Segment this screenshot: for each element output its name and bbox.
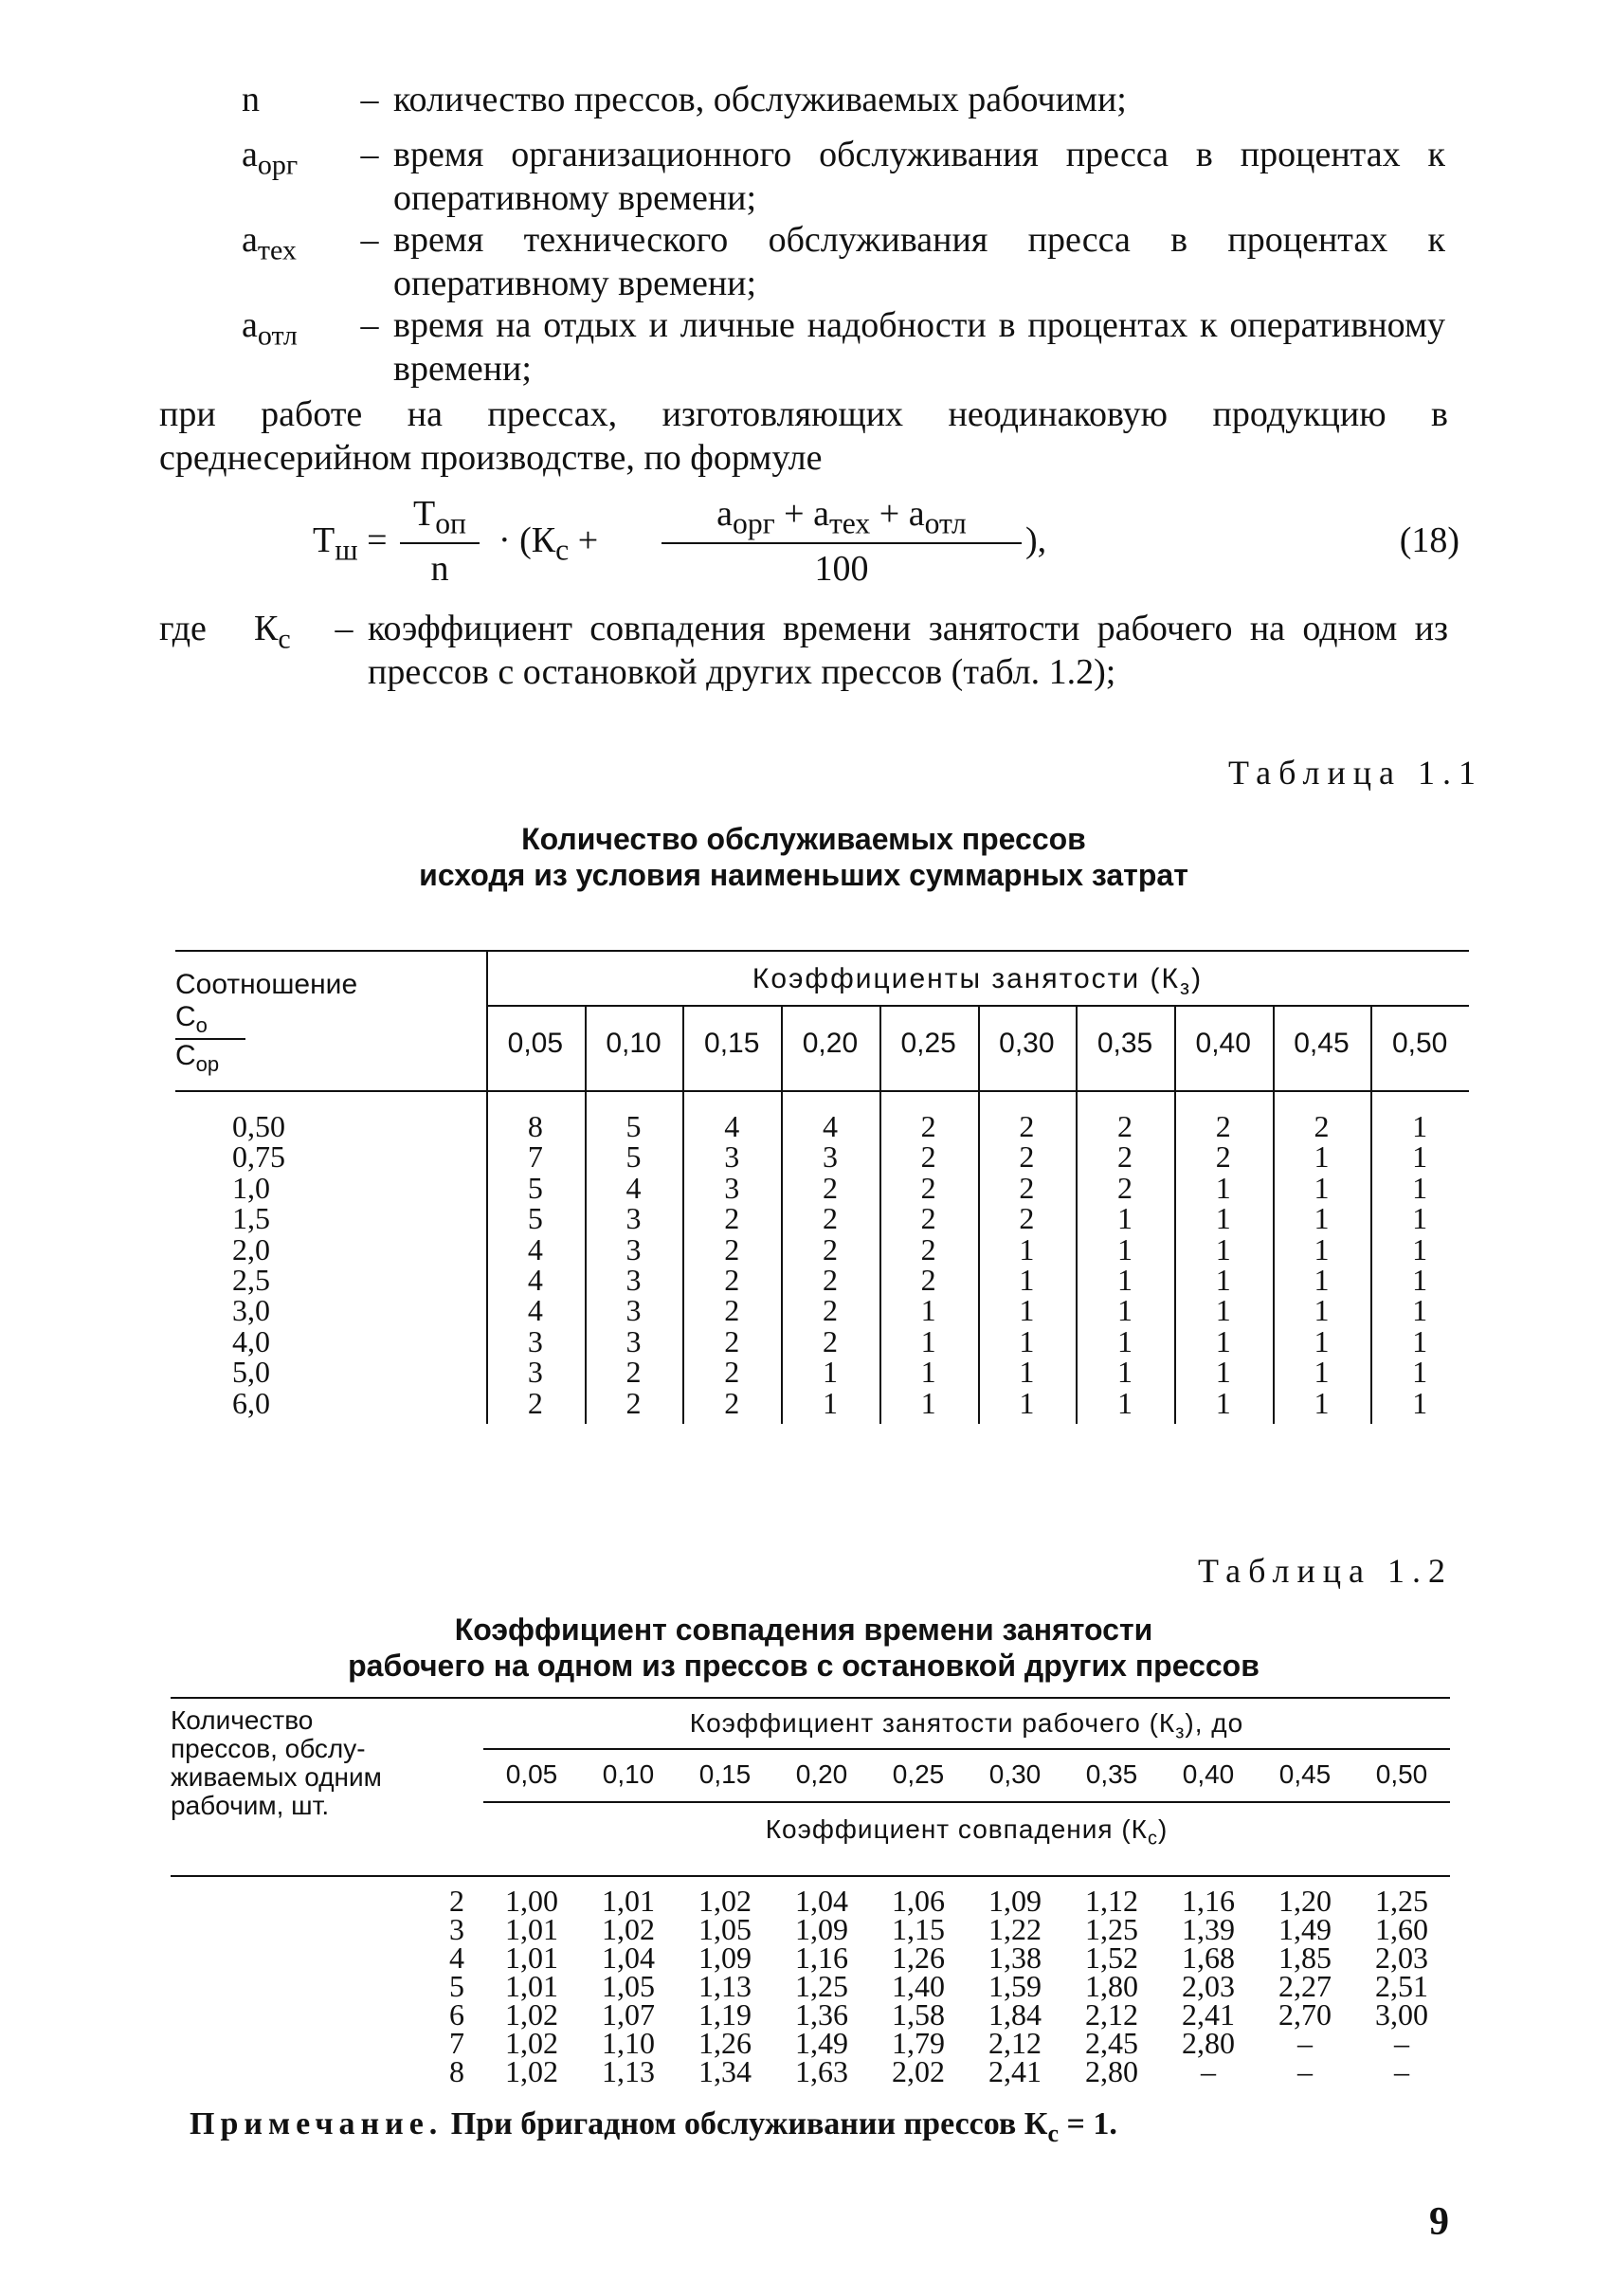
definition-item (242, 133, 1445, 220)
table1-cell: 1 (920, 1355, 936, 1390)
table1-cell: 2 (920, 1109, 936, 1143)
table2-cell: 1,01 (505, 1912, 558, 1946)
table1-cell: 1 (1117, 1323, 1133, 1358)
table1-cell: 1 (1314, 1231, 1330, 1266)
table1-cell: 2 (920, 1231, 936, 1266)
where-definition (159, 607, 1448, 694)
table2-cell: 1,09 (698, 1941, 752, 1975)
table1-cell: 2 (1019, 1170, 1035, 1205)
table2-cell: 1,02 (505, 2054, 558, 2088)
table1-col-header: 0,50 (1391, 1028, 1448, 1059)
table1-title-line1: Количество обслуживаемых прессов (521, 822, 1086, 856)
table1-cell: 2 (724, 1263, 740, 1297)
table1-col-header: 0,10 (606, 1028, 662, 1059)
table1-group-header: Коэффициенты занятости $(К_з)$ (752, 963, 1204, 999)
table2-cell: 1,02 (505, 2026, 558, 2060)
table1-cell: 2 (1215, 1139, 1231, 1175)
table2-cell: 2,41 (1182, 1997, 1235, 2032)
table1-cell: 3 (625, 1231, 642, 1266)
definition-item (242, 78, 1445, 133)
table2-cell: 1,05 (698, 1912, 752, 1946)
table1-cell: 1 (1314, 1355, 1330, 1390)
table2 (171, 1697, 1450, 2095)
table1-cell: 1 (1117, 1231, 1133, 1266)
definition-text: время технического обслуживания пресса в процентах к оперативному времени; (393, 220, 1445, 303)
table1-col-header: 0,30 (999, 1028, 1055, 1059)
table2-cell: 1,16 (795, 1941, 848, 1975)
table1-cell: 1 (1314, 1385, 1330, 1420)
table2-title (159, 1612, 1448, 1684)
table2-cell: 1,05 (602, 1969, 655, 2003)
table1-cell: 1 (1215, 1170, 1231, 1205)
table1-cell: 1 (1314, 1139, 1330, 1175)
table1-cell: 1 (1019, 1263, 1035, 1297)
table1-cell: 2 (920, 1201, 936, 1236)
table1-col-header: 0,35 (1096, 1028, 1153, 1059)
table1-cell: 3 (625, 1293, 642, 1328)
table1-row-label: 4,0 (232, 1323, 270, 1358)
table2-cell: 1,38 (988, 1941, 1042, 1975)
table1-cell: 1 (920, 1293, 936, 1328)
table1-number: Таблица 1.1 (1228, 754, 1483, 792)
where-symbol: $К_с$ (254, 609, 291, 655)
table2-cell: 1,16 (1182, 1884, 1235, 1918)
table2-cell: 2,03 (1182, 1969, 1235, 2003)
table2-cell: 1,04 (602, 1941, 655, 1975)
table1-cell: 3 (625, 1201, 642, 1236)
table1 (175, 950, 1469, 1424)
table2-row-label: 3 (449, 1912, 464, 1946)
table2-cell: 1,39 (1182, 1912, 1235, 1946)
formula-frac2-num: $a_{орг} + a_{тех} + a_{отл}$ (716, 494, 967, 540)
table2-col-header: 0,35 (1085, 1759, 1138, 1789)
formula-lhs: $Т_ш$ = (313, 520, 388, 567)
table1-cell: 1 (822, 1385, 838, 1420)
table2-cell: 1,79 (892, 2026, 945, 2060)
table1-cell: 4 (527, 1231, 543, 1266)
table1-cell: 1 (1215, 1263, 1231, 1297)
table2-cell: 1,52 (1085, 1941, 1138, 1975)
where-text: коэффициент совпадения времени занятости рабочего на одном из прессов с остановкой других прессов (табл. 1.2); (368, 609, 1448, 692)
table1-cell: 2 (1117, 1139, 1133, 1175)
table2-cell: 1,19 (698, 1997, 752, 2032)
table1-cell: 2 (920, 1170, 936, 1205)
table1-cell: 1 (1117, 1293, 1133, 1328)
table1-cell: 5 (527, 1201, 543, 1236)
table1-row-label: 0,50 (232, 1109, 285, 1143)
definition-text: количество прессов, обслуживаемых рабочими; (393, 80, 1127, 119)
table1-cell: 1 (1314, 1170, 1330, 1205)
table2-cell: 1,25 (1085, 1912, 1138, 1946)
definition-dash: – (360, 135, 379, 174)
table1-cell: 4 (724, 1109, 740, 1143)
table2-cell: 1,15 (892, 1912, 945, 1946)
table1-cell: 1 (1412, 1109, 1428, 1143)
table1-cell: 1 (1314, 1323, 1330, 1358)
table2-cell: 1,26 (698, 2026, 752, 2060)
definition-dash: – (360, 220, 379, 260)
table1-cell: 2 (1314, 1109, 1330, 1143)
table1-cell: 3 (527, 1323, 543, 1358)
equation-number: (18) (1399, 520, 1459, 560)
table2-cell: 1,09 (988, 1884, 1042, 1918)
table2-cell: 1,01 (602, 1884, 655, 1918)
table2-row-label: 2 (449, 1884, 464, 1918)
table1-title (159, 821, 1448, 893)
table2-cell: 1,26 (892, 1941, 945, 1975)
table1-cell: 2 (822, 1323, 838, 1358)
definition-symbol: $a_{тех}$ (242, 220, 297, 266)
table1-cell: 1 (1117, 1263, 1133, 1297)
table2-note: Примечание. При бригадном обслуживании прессов $К_с = 1$. (190, 2106, 1117, 2147)
table2-col-header: 0,45 (1278, 1759, 1332, 1789)
table1-cell: 1 (1117, 1355, 1133, 1390)
table1-cell: 2 (625, 1385, 642, 1420)
table1-cell: 1 (1412, 1231, 1428, 1266)
table1-cell: 1 (1019, 1323, 1035, 1358)
table1-cell: 4 (822, 1109, 838, 1143)
table2-rule-group (483, 1748, 1450, 1750)
table1-cell: 1 (920, 1323, 936, 1358)
table1-cell: 1 (920, 1385, 936, 1420)
table2-cell: 1,25 (795, 1969, 848, 2003)
table2-cell: 2,27 (1278, 1969, 1332, 2003)
table1-cell: 2 (724, 1231, 740, 1266)
table2-cell: 2,02 (892, 2054, 945, 2088)
table2-cell: 2,80 (1085, 2054, 1138, 2088)
table2-rule-top (171, 1697, 1450, 1699)
table1-row-label: 1,0 (232, 1170, 270, 1205)
table2-cell: 1,20 (1278, 1884, 1332, 1918)
fraction-bar (662, 542, 1022, 544)
table1-cell: 1 (1412, 1170, 1428, 1205)
definition-dash: – (360, 80, 379, 119)
table1-cell: 1 (822, 1355, 838, 1390)
table1-rule-top (175, 950, 1469, 952)
table1-cell: 2 (1215, 1109, 1231, 1143)
table1-cell: 7 (527, 1139, 543, 1175)
table2-cell: 1,12 (1085, 1884, 1138, 1918)
table1-cell: 3 (724, 1170, 740, 1205)
table2-cell: 2,45 (1085, 2026, 1138, 2060)
table1-col-header: 0,05 (507, 1028, 564, 1059)
table1-cell: 5 (625, 1139, 642, 1175)
table2-cell: 2,12 (988, 2026, 1042, 2060)
table2-col-header: 0,15 (698, 1759, 752, 1789)
table2-col-header: 0,50 (1375, 1759, 1428, 1789)
table1-cell: 1 (1215, 1201, 1231, 1236)
table2-cell: – (1297, 2026, 1313, 2060)
table1-row-label: 1,5 (232, 1201, 270, 1236)
definition-item (242, 303, 1445, 391)
page-number: 9 (1429, 2200, 1449, 2244)
table2-col-header: 0,30 (988, 1759, 1042, 1789)
table2-cell: 1,10 (602, 2026, 655, 2060)
table1-cell: 4 (527, 1293, 543, 1328)
formula-close: ), (1025, 520, 1047, 560)
table2-cell: 1,06 (892, 1884, 945, 1918)
table1-row-label: 2,0 (232, 1231, 270, 1266)
table1-row-label: 3,0 (232, 1293, 270, 1328)
table1-cell: 2 (1117, 1109, 1133, 1143)
table1-title-line2: исходя из условия наименьших суммарных затрат (419, 858, 1188, 892)
table1-cell: 2 (724, 1385, 740, 1420)
table2-group-header: Коэффициент занятости рабочего $(К_з)$, до (689, 1708, 1244, 1743)
table2-cell: 1,63 (795, 2054, 848, 2088)
table1-row-label: 5,0 (232, 1355, 270, 1390)
table1-cell: 2 (1117, 1170, 1133, 1205)
table1-cell: 1 (1117, 1201, 1133, 1236)
table2-cell: 1,22 (988, 1912, 1042, 1946)
table1-cell: 1 (1019, 1231, 1035, 1266)
table1-col-header: 0,25 (900, 1028, 956, 1059)
table2-cell: 1,60 (1375, 1912, 1428, 1946)
table1-cell: 1 (1215, 1323, 1231, 1358)
definition-item (242, 218, 1445, 305)
table2-cell: 2,51 (1375, 1969, 1428, 2003)
table2-title-line2: рабочего на одном из прессов с остановкой других прессов (348, 1649, 1260, 1683)
table2-cell: 1,01 (505, 1969, 558, 2003)
table2-row-label: 5 (449, 1969, 464, 2003)
table1-cell: 2 (724, 1323, 740, 1358)
table2-cell: 1,13 (698, 1969, 752, 2003)
formula-mid: · ($К_с$ + (498, 520, 599, 567)
table1-cell: 1 (1314, 1263, 1330, 1297)
definition-symbol: $a_{отл}$ (242, 305, 298, 352)
table2-cell: 3,00 (1375, 1997, 1428, 2032)
table1-cell: 1 (1019, 1293, 1035, 1328)
table2-cell: 1,34 (698, 2054, 752, 2088)
table2-cell: 1,49 (1278, 1912, 1332, 1946)
table2-row-label: 6 (449, 1997, 464, 2032)
table1-col-header: 0,20 (802, 1028, 859, 1059)
table2-cell: 1,04 (795, 1884, 848, 1918)
table2-cell: 1,13 (602, 2054, 655, 2088)
note-label: Примечание. (190, 2106, 444, 2141)
table1-cell: 3 (625, 1323, 642, 1358)
table2-cell: 1,85 (1278, 1941, 1332, 1975)
table1-cell: 4 (625, 1170, 642, 1205)
table1-cell: 2 (724, 1201, 740, 1236)
table1-cell: 1 (1412, 1355, 1428, 1390)
table2-cell: 2,12 (1085, 1997, 1138, 2032)
table1-cell: 5 (625, 1109, 642, 1143)
table1-cell: 1 (1412, 1139, 1428, 1175)
table1-cell: 2 (724, 1355, 740, 1390)
definition-symbol: n (242, 80, 260, 119)
table1-cell: 2 (724, 1293, 740, 1328)
table2-cell: 2,80 (1182, 2026, 1235, 2060)
table1-cell: 2 (822, 1293, 838, 1328)
formula-18 (313, 493, 1459, 597)
table1-cell: 2 (527, 1385, 543, 1420)
table1-rule-header (175, 1090, 1469, 1092)
definition-dash: – (360, 305, 379, 345)
table1-cell: 3 (822, 1139, 838, 1175)
definition-text: время на отдых и личные надобности в процентах к оперативному времени; (393, 305, 1445, 389)
table2-cell: 1,36 (795, 1997, 848, 2032)
table2-row-header: Количество прессов, обслу- живаемых одним рабочим, шт. (171, 1705, 382, 1820)
table1-cell: 1 (1215, 1385, 1231, 1420)
table2-cell: 1,02 (602, 1912, 655, 1946)
table1-cell: 2 (1019, 1139, 1035, 1175)
formula-frac1-den: n (430, 549, 449, 589)
table1-row-label: 2,5 (232, 1263, 270, 1297)
table2-cell: 1,84 (988, 1997, 1042, 2032)
fraction-bar (400, 542, 480, 544)
table1-cell: 2 (920, 1263, 936, 1297)
table2-col-header: 0,10 (602, 1759, 655, 1789)
table1-cell: 1 (1412, 1323, 1428, 1358)
table1-cell: 2 (822, 1170, 838, 1205)
table1-col-header: 0,45 (1294, 1028, 1350, 1059)
table1-cell: 1 (1412, 1263, 1428, 1297)
table2-title-line1: Коэффициент совпадения времени занятости (454, 1613, 1153, 1647)
formula-intro: при работе на прессах, изготовляющих неодинаковую продукцию в среднесерийном производстве, по формуле (159, 394, 1448, 478)
table1-cell: 2 (920, 1139, 936, 1175)
table1-cell: 2 (625, 1355, 642, 1390)
table2-cell: – (1297, 2054, 1313, 2088)
table2-cell: 1,00 (505, 1884, 558, 1918)
definition-text: время организационного обслуживания пресса в процентах к оперативному времени; (393, 135, 1445, 218)
table2-cell: 1,40 (892, 1969, 945, 2003)
where-word: где (159, 609, 207, 648)
table2-cell: – (1394, 2026, 1409, 2060)
table1-col-header: 0,15 (704, 1028, 760, 1059)
table1-cell: 1 (1412, 1201, 1428, 1236)
table2-col-header: 0,40 (1182, 1759, 1235, 1789)
table1-cell: 2 (822, 1263, 838, 1297)
table2-row-label: 7 (449, 2026, 464, 2060)
table1-cell: 1 (1117, 1385, 1133, 1420)
table2-cell: 2,70 (1278, 1997, 1332, 2032)
table1-row-header: Соотношение $С_о$ $С_{ор}$ (175, 969, 358, 1076)
table1-cell: 1 (1215, 1355, 1231, 1390)
table2-col-header: 0,20 (795, 1759, 848, 1789)
note-text: При бригадном обслуживании прессов К (443, 2106, 1048, 2141)
table2-cell: 2,41 (988, 2054, 1042, 2088)
table1-cell: 1 (1019, 1385, 1035, 1420)
table2-cell: 1,25 (1375, 1884, 1428, 1918)
table1-cell: 2 (1019, 1109, 1035, 1143)
table1-cell: 2 (822, 1201, 838, 1236)
table2-cell: 1,01 (505, 1941, 558, 1975)
table1-cell: 2 (1019, 1201, 1035, 1236)
table2-col-header: 0,25 (892, 1759, 945, 1789)
table1-cell: 3 (625, 1263, 642, 1297)
table1-cell: 2 (822, 1231, 838, 1266)
table1-cell: 1 (1314, 1201, 1330, 1236)
table1-cell: 1 (1314, 1293, 1330, 1328)
table2-rule-header (171, 1875, 1450, 1877)
table1-cell: 1 (1412, 1385, 1428, 1420)
table1-cell: 1 (1412, 1293, 1428, 1328)
table2-row-label: 4 (449, 1941, 464, 1975)
table1-row-label: 6,0 (232, 1385, 270, 1420)
table1-row-label: 0,75 (232, 1139, 285, 1175)
table1-cell: 1 (1215, 1231, 1231, 1266)
formula-frac2-den: 100 (814, 549, 869, 589)
table2-cell: 1,59 (988, 1969, 1042, 2003)
table2-cell: 1,02 (698, 1884, 752, 1918)
table2-sub-header: Коэффициент совпадения $(К_с)$ (765, 1814, 1169, 1850)
table2-cell: 1,68 (1182, 1941, 1235, 1975)
table2-cell: – (1394, 2054, 1409, 2088)
table1-cell: 3 (527, 1355, 543, 1390)
table1-cell: 3 (724, 1139, 740, 1175)
table1-cell: 1 (1019, 1355, 1035, 1390)
table2-cell: 1,58 (892, 1997, 945, 2032)
table1-cell: 5 (527, 1170, 543, 1205)
table2-row-label: 8 (449, 2054, 464, 2088)
definition-symbol: $a_{орг}$ (242, 135, 299, 181)
table1-col-header: 0,40 (1195, 1028, 1251, 1059)
table2-col-header: 0,05 (505, 1759, 558, 1789)
table2-cell: 1,02 (505, 1997, 558, 2032)
table1-cell: 4 (527, 1263, 543, 1297)
table2-cell: 1,07 (602, 1997, 655, 2032)
table1-cell: 1 (1215, 1293, 1231, 1328)
table2-number: Таблица 1.2 (1198, 1552, 1453, 1590)
table2-cell: 1,09 (795, 1912, 848, 1946)
table2-cell: 1,49 (795, 2026, 848, 2060)
where-dash: – (335, 609, 353, 648)
table2-rule-cols (483, 1801, 1450, 1803)
table1-cell: 8 (527, 1109, 543, 1143)
formula-frac1-num: $Т_{оп}$ (413, 494, 466, 540)
table2-cell: – (1201, 2054, 1216, 2088)
table2-cell: 1,80 (1085, 1969, 1138, 2003)
table2-cell: 2,03 (1375, 1941, 1428, 1975)
